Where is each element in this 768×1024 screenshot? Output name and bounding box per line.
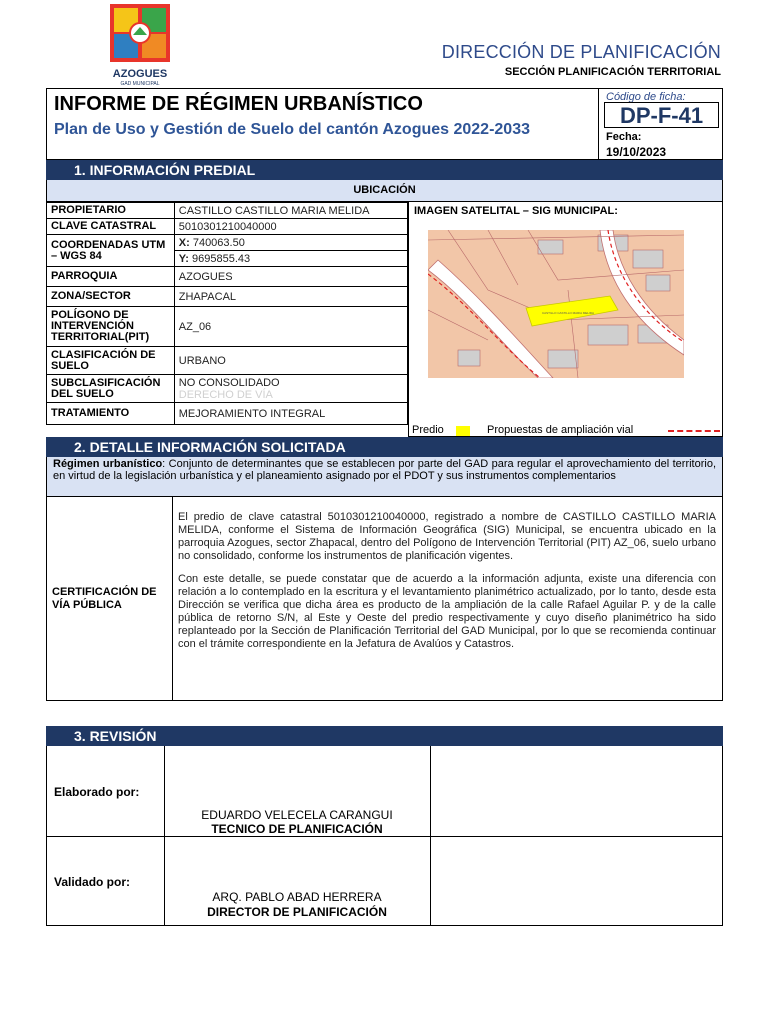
treatment-label: TRATAMIENTO — [47, 403, 175, 425]
property-table — [46, 202, 408, 425]
legend-predio-swatch — [456, 426, 470, 436]
classification-value: URBANO — [174, 347, 407, 375]
regimen-text: : Conjunto de determinantes que se establecen por parte del GAD para regular el aprovechamiento del territorio, en virtud de la legislación urbanística y el planeamiento asignado por el PDOT y sus instrumentos complementarios — [53, 458, 717, 482]
treatment-value: MEJORAMIENTO INTEGRAL — [174, 403, 407, 425]
prepared-by-label: Elaborado por: — [54, 785, 140, 799]
section-3-heading: 3. REVISIÓN — [46, 726, 723, 746]
coords-label: COORDENADAS UTM – WGS 84 — [47, 235, 175, 267]
municipal-logo — [100, 4, 180, 88]
regimen-label: Régimen urbanístico — [53, 458, 163, 470]
cadastral-label: CLAVE CATASTRAL — [47, 219, 175, 235]
certification-text — [178, 511, 716, 661]
parish-value: AZOGUES — [174, 267, 407, 287]
certification-divider — [172, 497, 173, 701]
pit-value: AZ_06 — [174, 307, 407, 347]
code-label: Código de ficha: — [606, 91, 686, 103]
certification-paragraph-1: El predio de clave catastral 5010301210040000, registrado a nombre de CASTILLO CASTILLO MARIA MELIDA, conforme el Sistema de Información Geográfica (SIG) Municipal, se encuentra ubicado en la parroquia Azogues, sector Zhapacal, dentro del Polígono de Intervención Territorial (PIT) AZ_06, suelo urbano no consolidado, conforme los instrumentos de planificación vigentes. — [178, 511, 716, 562]
section-2-heading: 2. DETALLE INFORMACIÓN SOLICITADA — [46, 437, 723, 457]
satellite-map — [428, 230, 684, 378]
cadastral-value: 5010301210040000 — [174, 219, 407, 235]
review-row-divider — [46, 836, 723, 837]
legend-predio-label: Predio — [412, 424, 444, 436]
document-date: 19/10/2023 — [606, 145, 667, 159]
zone-label: ZONA/SECTOR — [47, 287, 175, 307]
validated-by-name: ARQ. PABLO ABAD HERRERA — [212, 890, 382, 904]
certification-label: CERTIFICACIÓN DE VÍA PÚBLICA — [52, 586, 157, 611]
validated-by-label: Validado por: — [54, 875, 131, 889]
prepared-by-role: TECNICO DE PLANIFICACIÓN — [211, 822, 383, 836]
section-subtitle: SECCIÓN PLANIFICACIÓN TERRITORIAL — [504, 66, 721, 78]
direction-title: DIRECCIÓN DE PLANIFICACIÓN — [441, 42, 721, 62]
prepared-by-name: EDUARDO VELECELA CARANGUI — [201, 808, 393, 822]
subclassification-label: SUBCLASIFICACIÓN DEL SUELO — [47, 375, 175, 403]
map-heading: IMAGEN SATELITAL – SIG MUNICIPAL: — [414, 205, 618, 217]
owner-value: CASTILLO CASTILLO MARIA MELIDA — [174, 203, 407, 219]
pit-label: POLÍGONO DE INTERVENCIÓN TERRITORIAL(PIT) — [47, 307, 175, 347]
owner-label: PROPIETARIO — [47, 203, 175, 219]
parish-label: PARROQUIA — [47, 267, 175, 287]
validated-by-role: DIRECTOR DE PLANIFICACIÓN — [207, 905, 387, 919]
legend-vial-label: Propuestas de ampliación vial — [487, 424, 634, 436]
location-heading: UBICACIÓN — [46, 180, 723, 202]
certification-paragraph-2: Con este detalle, se puede constatar que de acuerdo a la información adjunta, existe una diferencia con relación a lo contemplado en la escritura y el levantamiento planimétrico actualizado, por lo tanto, desde esta Dirección se verifica que dicha área es producto de la ampliación de la calle Rafael Aguilar P. y de la calle pública de retorno S/N, al Este y Oeste del predio respectivamente y cuyo diseño planimétrico ha sido replanteado por la Sección de Planificación Territorial del GAD Municipal, por lo que se recomienda continuar con el trámite correspondiente en la Jefatura de Avalúos y Catastros. — [178, 573, 716, 650]
zone-value: ZHAPACAL — [174, 287, 407, 307]
form-code: DP-F-41 — [604, 102, 719, 128]
plan-subtitle: Plan de Uso y Gestión de Suelo del cantón Azogues 2022-2033 — [54, 121, 530, 138]
map-parcel-label: CASTILLO CASTILLO MARIA MELIDA — [541, 311, 595, 315]
date-label: Fecha: — [606, 131, 642, 143]
review-col-divider-2 — [430, 746, 431, 926]
section-1-heading: 1. INFORMACIÓN PREDIAL — [46, 160, 723, 180]
y-coordinate: Y: 9695855.43 — [174, 251, 407, 267]
classification-label: CLASIFICACIÓN DE SUELO — [47, 347, 175, 375]
x-coordinate: X: 740063.50 — [174, 235, 407, 251]
document-title: INFORME DE RÉGIMEN URBANÍSTICO — [54, 93, 423, 115]
legend-vial-line — [668, 430, 720, 432]
logo-subtext: GAD MUNICIPAL — [120, 81, 160, 87]
logo-text: AZOGUES — [112, 68, 168, 80]
regimen-definition — [46, 457, 723, 497]
subclassification-value: NO CONSOLIDADO DERECHO DE VÍA — [174, 375, 407, 403]
